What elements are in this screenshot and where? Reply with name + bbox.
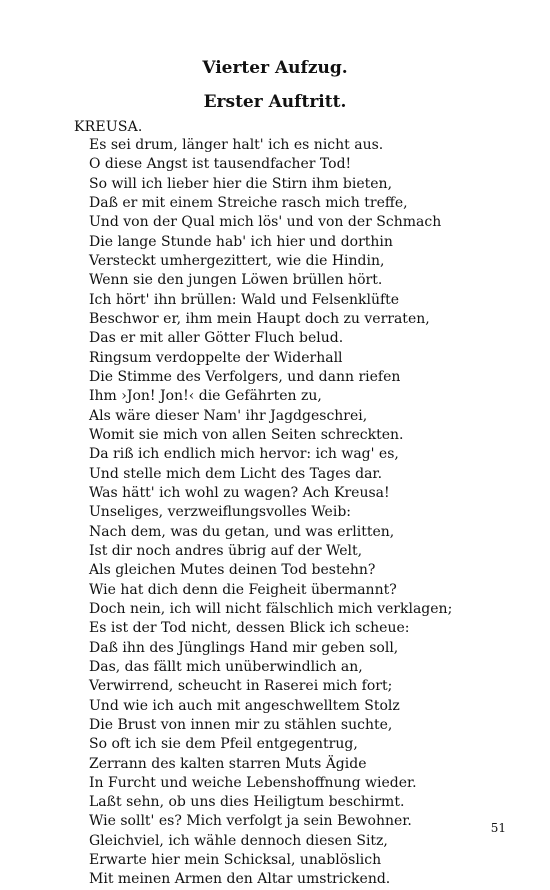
verse-line: Versteckt umhergezittert, wie die Hindin, (89, 252, 385, 269)
verse-line: Wie hat dich denn die Feigheit übermannt? (89, 581, 397, 598)
verse-line: So will ich lieber hier die Stirn ihm bieten, (89, 175, 393, 192)
verse-line: Was hätt' ich wohl zu wagen? Ach Kreusa! (89, 484, 390, 501)
verse-line: Das, das fällt mich unüberwindlich an, (89, 658, 363, 675)
verse-line: Es ist der Tod nicht, dessen Blick ich scheue: (89, 620, 410, 637)
verse-line: Wie sollt' es? Mich verfolgt ja sein Bewohner. (89, 813, 412, 830)
act-title: Vierter Aufzug. (202, 58, 348, 78)
verse-line: Ich hört' ihn brüllen: Wald und Felsenklüfte (89, 291, 400, 308)
verse-line: So oft ich sie dem Pfeil entgegentrug, (89, 736, 358, 753)
verse-line: Die Stimme des Verfolgers, und dann riefen (89, 368, 401, 385)
verse-line: Und von der Qual mich lös' und von der Schmach (89, 214, 442, 231)
verse-line: Verwirrend, scheucht in Raserei mich fort; (89, 678, 393, 695)
verse-line: Nach dem, was du getan, und was erlitten, (89, 523, 395, 540)
verse-line: Laßt sehn, ob uns dies Heiligtum beschirmt. (89, 794, 405, 811)
verse-line: Doch nein, ich will nicht fälschlich mich verklagen; (89, 600, 453, 617)
verse-line: Daß er mit einem Streiche rasch mich treffe, (89, 194, 408, 211)
page-number: 51 (490, 821, 506, 835)
verse-line: Die Brust von innen mir zu stählen suchte, (89, 716, 393, 733)
verse-line: Unseliges, verzweiflungsvolles Weib: (89, 504, 352, 521)
verse-line: Wenn sie den jungen Löwen brüllen hört. (89, 272, 383, 289)
speaker-name: KREUSA. (74, 119, 143, 135)
verse-line: Und wie ich auch mit angeschwelltem Stolz (89, 697, 400, 714)
verse-line: Das er mit aller Götter Fluch belud. (89, 330, 344, 347)
verse-line: Erwarte hier mein Schicksal, unablöslich (89, 852, 382, 869)
verse-line: Es sei drum, länger halt' ich es nicht aus. (89, 137, 384, 153)
verse-line: Daß ihn des Jünglings Hand mir geben soll, (89, 639, 399, 656)
verse-line: Mit meinen Armen den Altar umstrickend. (89, 871, 391, 888)
verse-line: In Furcht und weiche Lebenshoffnung wieder. (89, 774, 417, 791)
verse-line: O diese Angst ist tausendfacher Tod! (89, 156, 352, 173)
verse-line: Womit sie mich von allen Seiten schreckten. (89, 426, 404, 443)
verse-line: Die lange Stunde hab' ich hier und dorthin (89, 233, 393, 250)
verse-line: Da riß ich endlich mich hervor: ich wag' es, (89, 446, 399, 463)
verse-line: Ringsum verdoppelte der Widerhall (89, 349, 343, 366)
verse-line: Als gleichen Mutes deinen Tod bestehn? (89, 562, 376, 579)
verse-line: Und stelle mich dem Licht des Tages dar. (89, 465, 383, 482)
verse-line: Als wäre dieser Nam' ihr Jagdgeschrei, (89, 407, 368, 424)
verse-line: Zerrann des kalten starren Muts Ägide (89, 755, 367, 772)
verse-line: Ist dir noch andres übrig auf der Welt, (89, 542, 363, 559)
verse-line: Gleichviel, ich wähle dennoch diesen Sitz, (89, 832, 388, 849)
verse-line: Ihm ›Jon! Jon!‹ die Gefährten zu, (89, 388, 322, 405)
scene-title: Erster Auftritt. (203, 92, 347, 112)
verse-block (89, 136, 529, 890)
verse-line: Beschwor er, ihm mein Haupt doch zu verraten, (89, 310, 430, 327)
